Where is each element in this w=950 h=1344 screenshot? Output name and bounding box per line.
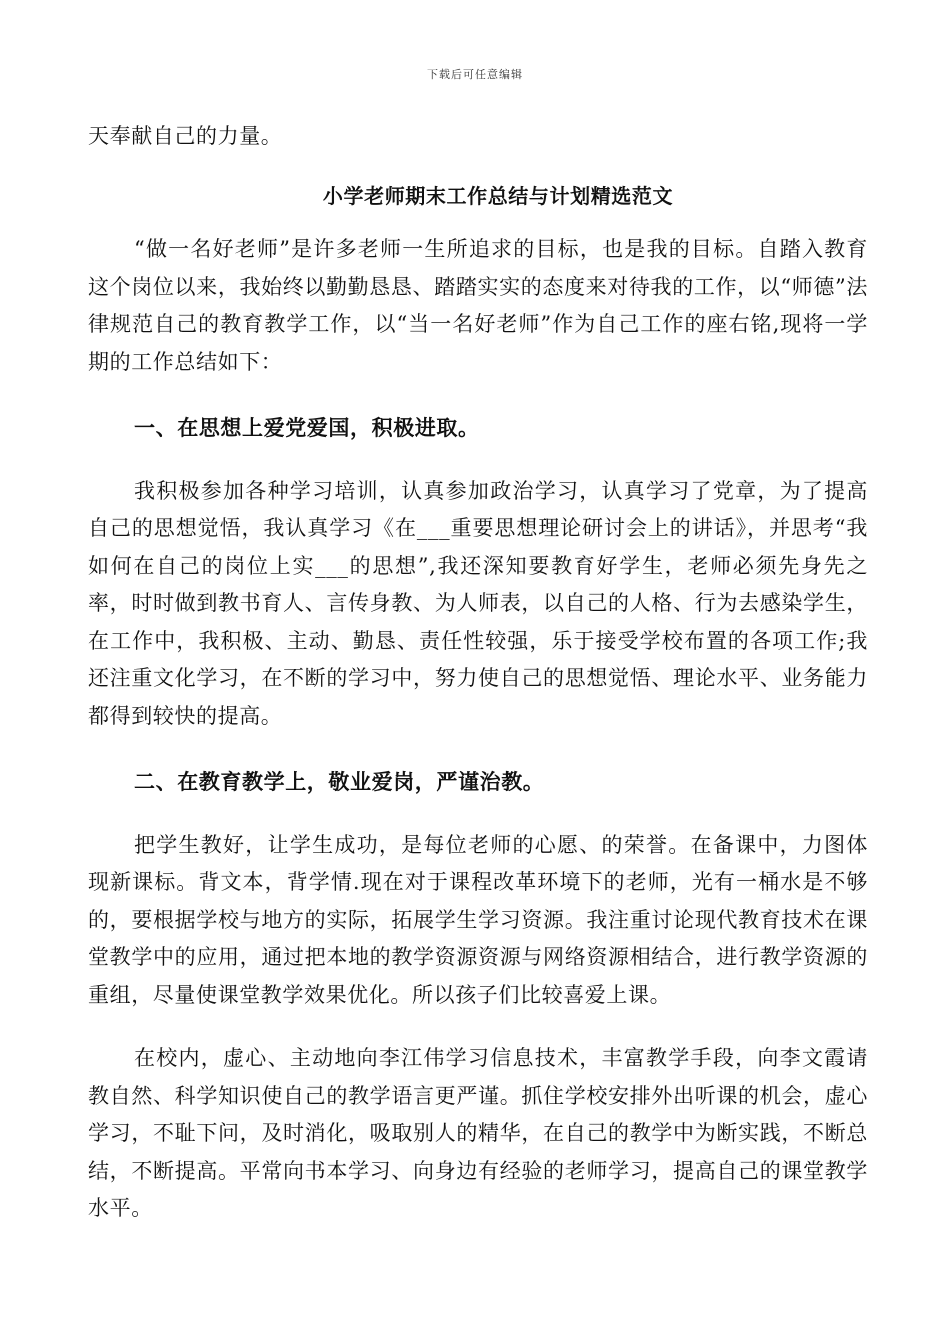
- document-body: [88, 118, 868, 1228]
- section-1-paragraph: 我积极参加各种学习培训，认真参加政治学习，认真学习了党章，为了提高自己的思想觉悟，我认真学习《在___重要思想理论研讨会上的讲话》，并思考“我如何在自己的岗位上实___的思想”,我还深知要教育好学生，老师必须先身先之率，时时做到教书育人、言传身教、为人师表，以自己的人格、行为去感染学生，在工作中，我积极、主动、勤恳、责任性较强，乐于接受学校布置的各项工作;我还注重文化学习，在不断的学习中，努力使自己的思想觉悟、理论水平、业务能力都得到较快的提高。: [88, 478, 868, 728]
- section-1-heading: 一、在思想上爱党爱国，积极进取。: [134, 415, 480, 440]
- section-2-paragraph-2: 在校内，虚心、主动地向李江伟学习信息技术，丰富教学手段，向李文霞请教自然、科学知识使自己的教学语言更严谨。抓住学校安排外出听课的机会，虚心学习，不耻下问，及时消化，吸取别人的精华，在自己的教学中为断实践，不断总结，不断提高。平常向书本学习、向身边有经验的老师学习，提高自己的课堂教学水平。: [88, 1046, 868, 1220]
- intro-paragraph: “做一名好老师”是许多老师一生所追求的目标，也是我的目标。自踏入教育这个岗位以来，我始终以勤勤恳恳、踏踏实实的态度来对待我的工作，以“师德”法律规范自己的教育教学工作，以“当一名好老师”作为自己工作的座右铭,现将一学期的工作总结如下：: [88, 237, 868, 374]
- opening-line: 天奉献自己的力量。: [88, 124, 283, 148]
- section-2-heading: 二、在教育教学上，敬业爱岗，严谨治教。: [134, 769, 545, 794]
- page-header-note: 下载后可任意编辑: [427, 68, 523, 81]
- section-2-paragraph-1: 把学生教好，让学生成功，是每位老师的心愿、的荣誉。在备课中，力图体现新课标。背文本，背学情.现在对于课程改革环境下的老师，光有一桶水是不够的，要根据学校与地方的实际，拓展学生学习资源。我注重讨论现代教育技术在课堂教学中的应用，通过把本地的教学资源资源与网络资源相结合，进行教学资源的重组，尽量使课堂教学效果优化。所以孩子们比较喜爱上课。: [88, 832, 868, 1007]
- document-title: 小学老师期末工作总结与计划精选范文: [322, 183, 674, 208]
